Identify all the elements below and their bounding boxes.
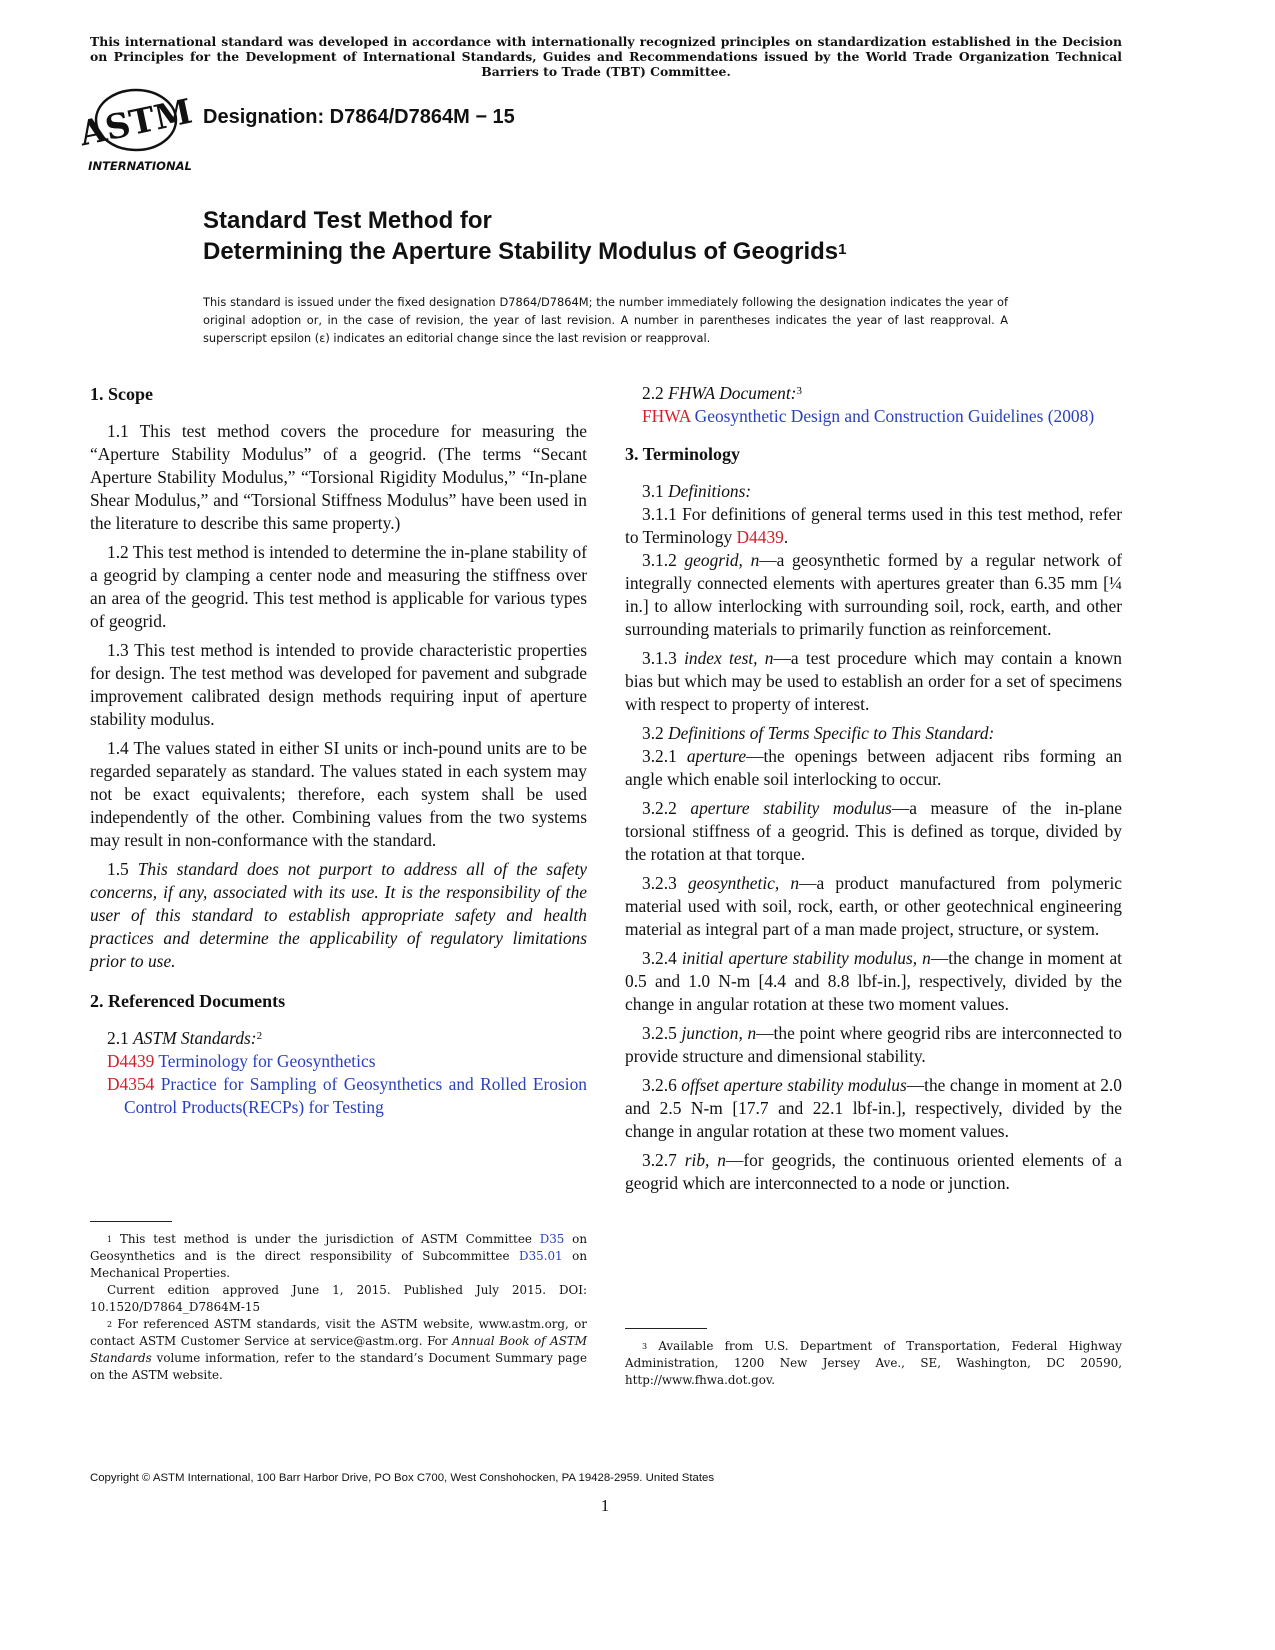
definition-3-2-4: 3.2.4 initial aperture stability modulus, n—the change in moment at 0.5 and 1.0 N-m [4.4 and 8.8 lbf-in.], respectively, divided by the change in angular rotation at these two moment values. bbox=[625, 948, 1123, 1014]
link-fhwa-title[interactable]: Geosynthetic Design and Construction Guidelines (2008) bbox=[690, 406, 1095, 426]
section-heading-terminology: 3. Terminology bbox=[625, 444, 741, 464]
definition-3-2-2: 3.2.2 aperture stability modulus—a measure of the in-plane torsional stiffness of a geogrid. This is defined as torque, divided by the rotation at that torque. bbox=[625, 798, 1122, 864]
title-line-2: Determining the Aperture Stability Modulus of Geogrids$^1$ bbox=[203, 238, 847, 265]
footnote-ref-2[interactable]: 2 bbox=[256, 1030, 263, 1042]
section-heading-referenced-documents: 2. Referenced Documents bbox=[90, 991, 286, 1011]
footnote-1-edition: Current edition approved June 1, 2015. Published July 2015. DOI: 10.1520/D7864_D7864M-15 bbox=[90, 1283, 587, 1314]
paragraph-1-1: 1.1 This test method covers the procedure for measuring the “Aperture Stability Modulus” of a geogrid. (The terms “Secant Aperture Stability Modulus,” “Torsional Rigidity Modulus,” “In-plane Shear Modulus,” and “Torsional Stiffness Modulus” have been used in the literature to describe this same property.) bbox=[90, 421, 587, 533]
definition-3-2-1: 3.2.1 aperture—the openings between adjacent ribs forming an angle which enable soil interlocking to occur. bbox=[625, 746, 1122, 789]
reference-d4439 bbox=[90, 1050, 587, 1073]
logo-subtext: INTERNATIONAL bbox=[88, 159, 192, 173]
footnote-1: $^1$ This test method is under the jurisdiction of ASTM Committee D35 on Geosynthetics and is the direct responsibility of Subcommittee D35.01 on Mechanical Properties. bbox=[90, 1232, 587, 1280]
reference-d4354 bbox=[90, 1073, 587, 1119]
link-d4354-title[interactable]: Practice for Sampling of Geosynthetics and Rolled Erosion Control Products(RECPs) for Testing bbox=[124, 1074, 587, 1117]
link-d4439-terminology[interactable]: D4439 bbox=[736, 527, 784, 547]
fhwa-document-label: 2.2 FHWA Document:$^3$ bbox=[642, 383, 802, 403]
link-d4354[interactable]: D4354 bbox=[107, 1074, 155, 1094]
paragraph-1-5: 1.5 This standard does not purport to address all of the safety concerns, if any, associated with its use. It is the responsibility of the user of this standard to establish appropriate safety and health practices and determine the applicability of regulatory limitations prior to use. bbox=[90, 859, 588, 971]
paragraph-1-2: 1.2 This test method is intended to determine the in-plane stability of a geogrid by clamping a center node and measuring the stiffness over an area of the geogrid. This test method is applicable for various types of geogrid. bbox=[90, 542, 587, 631]
title-footnote-ref[interactable]: 1 bbox=[838, 241, 847, 258]
footnote-3: $^3$ Available from U.S. Department of Transportation, Federal Highway Administration, 1200 New Jersey Ave., SE, Washington, DC 20590, http://www.fhwa.dot.gov. bbox=[625, 1339, 1122, 1387]
footnote-2: $^2$ For referenced ASTM standards, visit the ASTM website, www.astm.org, or contact ASTM Customer Service at service@astm.org. For Annual Book of ASTM Standards volume information, refer to the standard’s Document Summary page on the ASTM website. bbox=[90, 1317, 588, 1382]
wto-note: This international standard was developed in accordance with internationally recognized principles on standardization established in the Decision on Principles for the Development of International Standards, Guides and Recommendations issued by the World Trade Organization Technical Barriers to Trade (TBT) Committee. bbox=[90, 34, 1122, 79]
definition-3-1-2: 3.1.2 geogrid, n—a geosynthetic formed by a regular network of integrally connected elements with apertures greater than 6.35 mm [¼ in.] to allow interlocking with surrounding soil, rock, earth, and other surrounding materials to primarily function as reinforcement. bbox=[625, 550, 1122, 639]
footnote-ref-3[interactable]: 3 bbox=[796, 385, 802, 397]
title-line-1: Standard Test Method for bbox=[203, 207, 492, 234]
definition-3-2-3: 3.2.3 geosynthetic, n—a product manufactured from polymeric material used with soil, rock, earth, or other geotechnical engineering material as integral part of a man made project, structure, or system. bbox=[625, 873, 1122, 939]
right-column bbox=[625, 382, 1122, 1201]
reference-fhwa bbox=[625, 405, 1122, 428]
footnotes-right bbox=[625, 1338, 1122, 1389]
astm-logo-icon bbox=[75, 84, 196, 176]
paragraph-1-3: 1.3 This test method is intended to provide characteristic properties for design. The test method was developed for pavement and subgrade improvement calibrated design methods requiring input of aperture stability modulus. bbox=[90, 640, 587, 729]
definition-3-2-7: 3.2.7 rib, n—for geogrids, the continuous oriented elements of a geogrid which are interconnected to a node or junction. bbox=[625, 1150, 1122, 1193]
footnote-rule-right bbox=[625, 1328, 707, 1329]
copyright-footer: Copyright © ASTM International, 100 Barr Harbor Drive, PO Box C700, West Conshohocken, PA 19428-2959. United States bbox=[90, 1472, 715, 1484]
logo-text: ASTM bbox=[75, 91, 196, 155]
page-number: 1 bbox=[600, 1496, 610, 1515]
link-d35-01[interactable]: D35.01 bbox=[519, 1249, 563, 1263]
issuance-statement: This standard is issued under the fixed designation D7864/D7864M; the number immediately following the designation indicates the year of original adoption or, in the case of revision, the year of last revision. A number in parentheses indicates the year of last reapproval. A superscript epsilon (ε) indicates an editorial change since the last revision or reapproval. bbox=[203, 295, 1008, 345]
definition-3-1-1: 3.1.1 For definitions of general terms used in this test method, refer to Terminology D4439. bbox=[625, 504, 1122, 547]
definition-3-1-3: 3.1.3 index test, n—a test procedure which may contain a known bias but which may be used to establish an order for a set of specimens with respect to property of interest. bbox=[625, 648, 1122, 714]
specific-definitions-label: 3.2 Definitions of Terms Specific to This Standard: bbox=[642, 723, 995, 743]
footnote-rule-left bbox=[90, 1221, 172, 1222]
link-fhwa[interactable]: FHWA bbox=[642, 406, 691, 426]
astm-standards-label: 2.1 ASTM Standards:$^2$ bbox=[107, 1028, 263, 1048]
link-d4439[interactable]: D4439 bbox=[107, 1051, 155, 1071]
document-title bbox=[203, 205, 1103, 267]
designation: Designation: D7864/D7864M − 15 bbox=[203, 106, 515, 128]
definition-3-2-5: 3.2.5 junction, n—the point where geogrid ribs are interconnected to provide structure and dimensional stability. bbox=[625, 1023, 1122, 1066]
left-column bbox=[90, 382, 587, 1119]
definition-3-2-6: 3.2.6 offset aperture stability modulus—the change in moment at 2.0 and 2.5 N-m [17.7 and 22.1 lbf-in.], respectively, divided by the change in angular rotation at these two moment values. bbox=[625, 1075, 1122, 1141]
section-heading-scope: 1. Scope bbox=[90, 384, 153, 404]
link-d35[interactable]: D35 bbox=[539, 1232, 565, 1246]
footnotes-left bbox=[90, 1231, 587, 1384]
paragraph-1-4: 1.4 The values stated in either SI units or inch-pound units are to be regarded separately as standard. The values stated in each system may not be exact equivalents; therefore, each system shall be used independently of the other. Combining values from the two systems may result in non-conformance with the standard. bbox=[90, 738, 587, 850]
link-d4439-title[interactable]: Terminology for Geosynthetics bbox=[154, 1051, 376, 1071]
definitions-label: 3.1 Definitions: bbox=[642, 481, 752, 501]
